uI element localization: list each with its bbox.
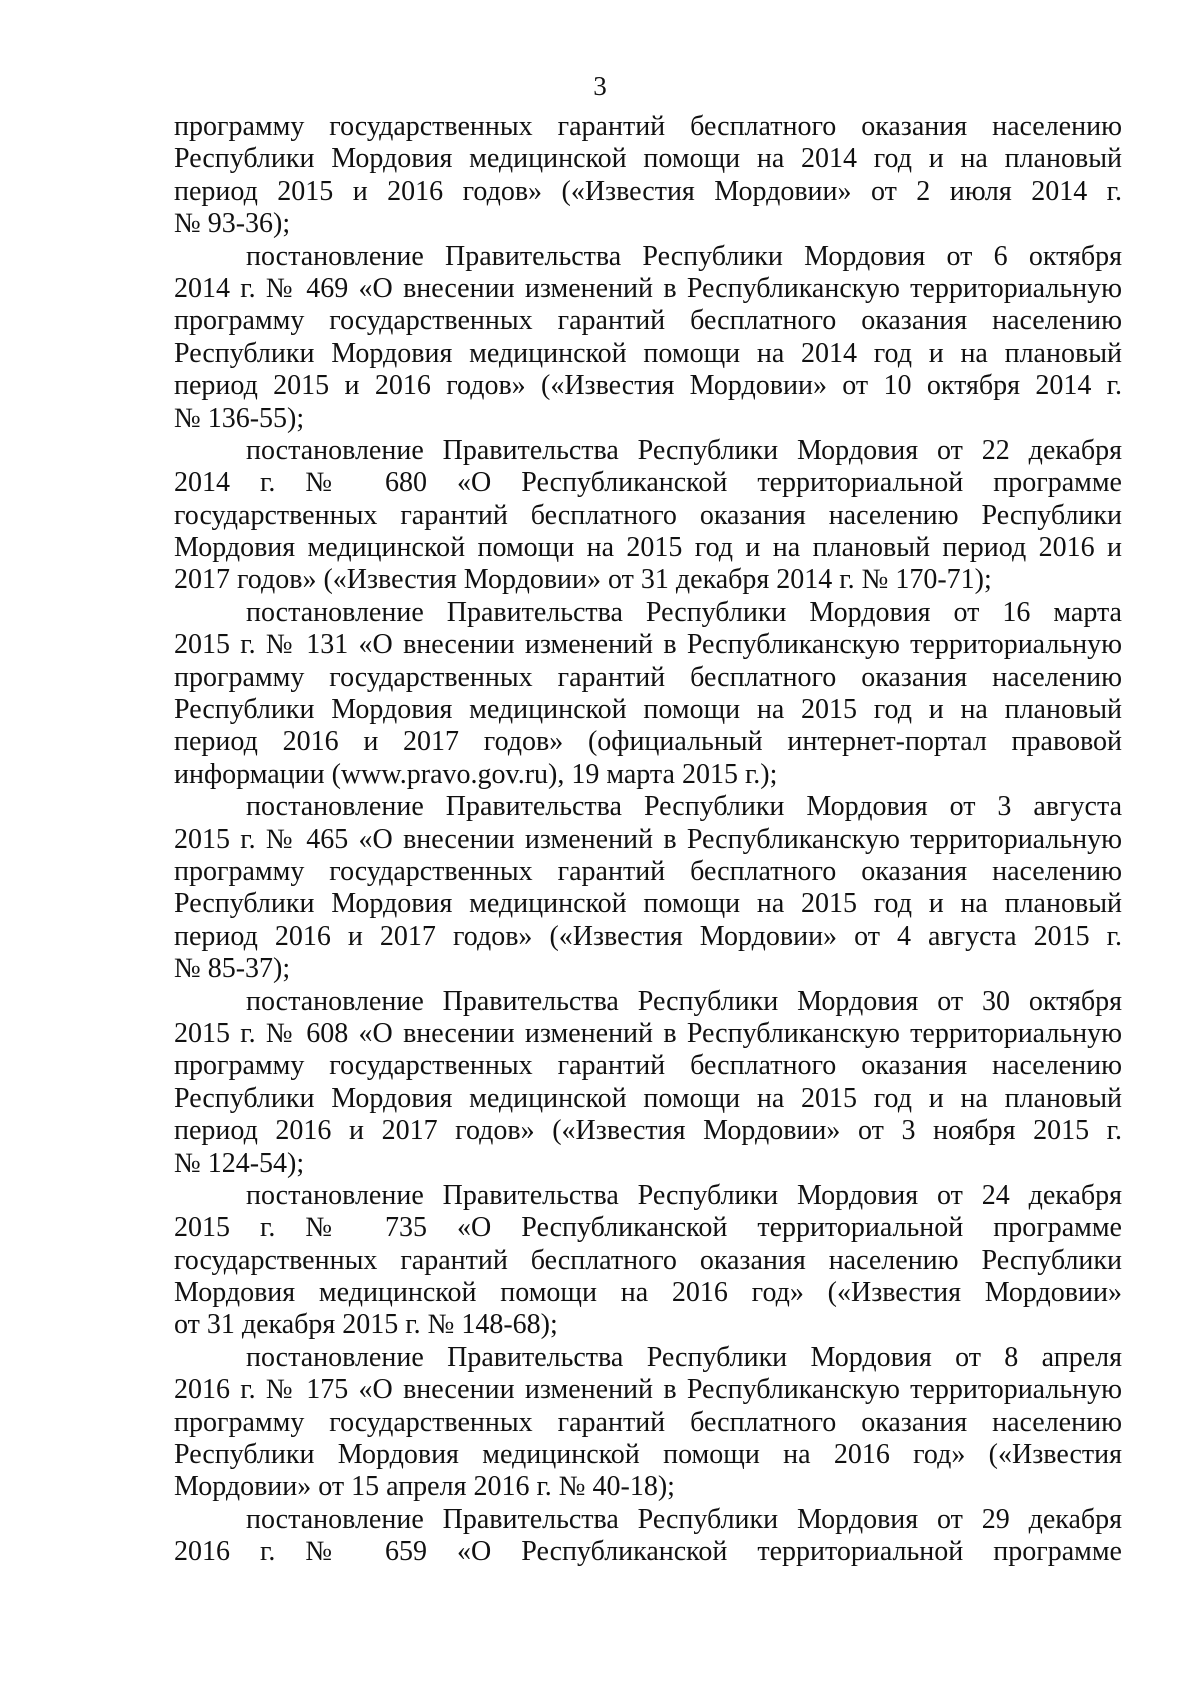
text-line: программу государственных гарантий бесплатного оказания населению [174,855,1122,887]
text-line: постановление Правительства Республики Мордовия от 24 декабря [246,1179,1122,1211]
body-text [174,111,1122,1569]
text-line: постановление Правительства Республики Мордовия от 6 октября [246,240,1122,272]
text-line: государственных гарантий бесплатного оказания населению Республики [174,1244,1122,1276]
list-item-resolution [174,986,1122,1180]
text-line: Мордовия медицинской помощи на 2016 год» («Известия Мордовии» [174,1277,1122,1309]
text-line: Мордовии» от 15 апреля 2016 г. № 40-18); [174,1471,675,1503]
text-line: постановление Правительства Республики Мордовия от 16 марта [246,596,1122,628]
text-line: № 93-36); [174,208,291,240]
text-line: 2016 г. № 659 «О Республиканской территориальной программе [174,1536,1122,1568]
text-line: Республики Мордовия медицинской помощи на 2014 год и на плановый [174,143,1122,175]
text-line: Республики Мордовия медицинской помощи на 2016 год» («Известия [174,1439,1122,1471]
text-line: 2014 г. № 469 «О внесении изменений в Республиканскую территориальную [174,272,1122,304]
text-line: 2015 г. № 131 «О внесении изменений в Республиканскую территориальную [174,629,1122,661]
text-line: 2017 годов» («Известия Мордовии» от 31 декабря 2014 г. № 170-71); [174,564,992,596]
text-line: программу государственных гарантий бесплатного оказания населению [174,1050,1122,1082]
text-line: постановление Правительства Республики Мордовия от 3 августа [246,791,1122,823]
text-line: 2016 г. № 175 «О внесении изменений в Республиканскую территориальную [174,1374,1122,1406]
list-item-resolution [174,1504,1122,1569]
text-line: Мордовия медицинской помощи на 2015 год и на плановый период 2016 и [174,532,1122,564]
page-number: 3 [593,71,607,101]
text-line: Республики Мордовия медицинской помощи на 2015 год и на плановый [174,888,1122,920]
text-line: период 2016 и 2017 годов» («Известия Мордовии» от 4 августа 2015 г. [174,920,1122,952]
text-line: Республики Мордовия медицинской помощи на 2014 год и на плановый [174,337,1122,369]
text-line: Республики Мордовия медицинской помощи на 2015 год и на плановый [174,1082,1122,1114]
text-line: 2015 г. № 465 «О внесении изменений в Республиканскую территориальную [174,823,1122,855]
text-line: № 124-54); [174,1147,305,1179]
text-line: информации (www.pravo.gov.ru), 19 марта 2015 г.); [174,758,778,790]
text-line: программу государственных гарантий бесплатного оказания населению [174,305,1122,337]
text-line: 2015 г. № 735 «О Республиканской территориальной программе [174,1212,1122,1244]
text-line: постановление Правительства Республики Мордовия от 22 декабря [246,434,1122,466]
list-item-resolution [174,597,1122,791]
text-line: программу государственных гарантий бесплатного оказания населению [174,111,1122,142]
list-item-resolution [174,1180,1122,1342]
list-item-continuation [174,111,1122,241]
list-item-resolution [174,435,1122,597]
list-item-resolution [174,241,1122,435]
text-line: № 136-55); [174,402,305,434]
text-line: период 2015 и 2016 годов» («Известия Мордовии» от 10 октября 2014 г. [174,370,1122,402]
text-line: государственных гарантий бесплатного оказания населению Республики [174,499,1122,531]
text-line: период 2015 и 2016 годов» («Известия Мордовии» от 2 июля 2014 г. [174,175,1122,207]
text-line: 2014 г. № 680 «О Республиканской территориальной программе [174,467,1122,499]
text-line: от 31 декабря 2015 г. № 148-68); [174,1309,558,1341]
text-line: № 85-37); [174,953,291,985]
text-line: постановление Правительства Республики Мордовия от 30 октября [246,985,1122,1017]
text-line: постановление Правительства Республики Мордовия от 29 декабря [246,1503,1122,1535]
text-line: 2015 г. № 608 «О внесении изменений в Республиканскую территориальную [174,1017,1122,1049]
list-item-resolution [174,1342,1122,1504]
text-line: постановление Правительства Республики Мордовия от 8 апреля [246,1341,1122,1373]
text-line: Республики Мордовия медицинской помощи на 2015 год и на плановый [174,694,1122,726]
list-item-resolution [174,791,1122,985]
text-line: период 2016 и 2017 годов» (официальный интернет-портал правовой [174,726,1122,758]
text-line: программу государственных гарантий бесплатного оказания населению [174,661,1122,693]
text-line: программу государственных гарантий бесплатного оказания населению [174,1406,1122,1438]
text-line: период 2016 и 2017 годов» («Известия Мордовии» от 3 ноября 2015 г. [174,1115,1122,1147]
